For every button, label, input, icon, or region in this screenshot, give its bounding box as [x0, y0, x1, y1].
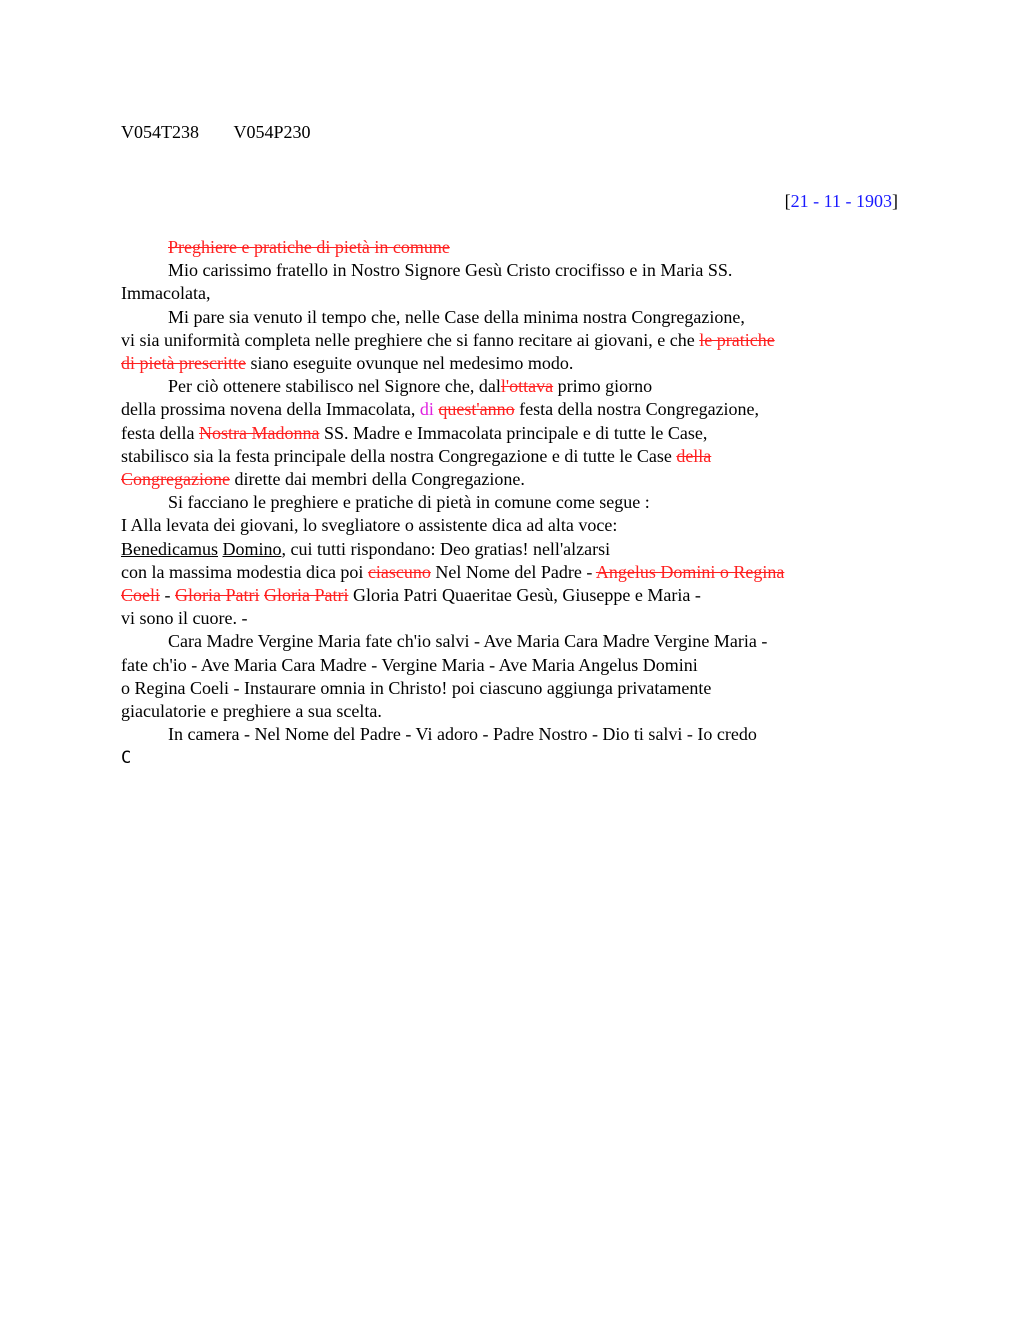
- text-segment: della prossima novena della Immacolata,: [121, 399, 420, 420]
- text-segment: vi sia uniformità completa nelle preghiere che si fanno recitare ai giovani, e che: [121, 329, 700, 350]
- deleted-text: l'ottava: [500, 376, 554, 397]
- date-bracket-open: [: [784, 191, 791, 211]
- deleted-text: Nostra Madonna: [198, 422, 320, 443]
- margin-mark: C: [121, 748, 132, 769]
- text-segment: festa della nostra Congregazione,: [514, 399, 760, 420]
- deleted-text: Preghiere e pratiche di pietà in comune: [168, 237, 450, 257]
- text-segment: Cara Madre Vergine Maria fate ch'io salvi - Ave Maria Cara Madre Vergine Maria -: [168, 631, 768, 652]
- underlined-text: Benedicamus: [121, 538, 218, 559]
- text-line: [121, 445, 901, 468]
- deleted-text: le pratiche: [699, 329, 775, 350]
- inserted-text: di: [419, 399, 434, 420]
- text-segment: siano eseguite ovunque nel medesimo modo.: [245, 353, 574, 374]
- text-line: [121, 398, 901, 421]
- deleted-text: ciascuno: [367, 561, 431, 582]
- text-segment: SS. Madre e Immacolata principale e di tutte le Case,: [319, 422, 708, 443]
- text-line: [121, 607, 901, 630]
- text-line: [121, 538, 901, 561]
- text-line: [121, 630, 901, 653]
- deleted-text: di pietà prescritte: [121, 353, 246, 374]
- text-segment: o Regina Coeli - Instaurare omnia in Christo! poi ciascuno aggiunga privatamente: [121, 677, 712, 698]
- text-segment: stabilisco sia la festa principale della nostra Congregazione e di tutte le Case: [121, 445, 677, 466]
- text-line: [121, 329, 901, 352]
- text-segment: festa della: [121, 422, 199, 443]
- text-segment: Mio carissimo fratello in Nostro Signore Gesù Cristo crocifisso e in Maria SS.: [168, 260, 733, 281]
- text-line: [121, 677, 901, 700]
- deleted-text: quest'anno: [438, 399, 515, 420]
- deleted-text: Coeli: [121, 585, 160, 606]
- text-line: [121, 306, 901, 329]
- letter-body: [121, 236, 901, 771]
- text-segment: Nel Nome del Padre -: [430, 561, 596, 582]
- text-segment: vi sono il cuore. -: [121, 608, 248, 629]
- text-line: [121, 375, 901, 398]
- text-segment: primo giorno: [553, 376, 653, 397]
- text-line: [121, 468, 901, 491]
- text-segment: Immacolata,: [121, 283, 211, 304]
- text-segment: In camera - Nel Nome del Padre - Vi adoro - Padre Nostro - Dio ti salvi - Io credo: [168, 724, 757, 745]
- text-line: [121, 282, 901, 305]
- text-segment: , cui tutti rispondano: Deo gratias! nell'alzarsi: [281, 538, 611, 559]
- text-segment: giaculatorie e preghiere a sua scelta.: [121, 701, 382, 722]
- text-line: [121, 352, 901, 375]
- text-segment: dirette dai membri della Congregazione.: [229, 469, 525, 490]
- deleted-text: Gloria Patri: [175, 585, 260, 606]
- text-line: [121, 723, 901, 746]
- deleted-text: della: [676, 445, 712, 466]
- document-codes: [121, 121, 311, 144]
- deleted-text: Congregazione: [121, 469, 230, 490]
- text-segment: I Alla levata dei giovani, lo svegliatore o assistente dica ad alta voce:: [121, 515, 618, 536]
- text-segment: fate ch'io - Ave Maria Cara Madre - Vergine Maria - Ave Maria Angelus Domini: [121, 654, 698, 675]
- text-line: [121, 259, 901, 282]
- text-segment: Gloria Patri Quaeritae Gesù, Giuseppe e Maria -: [348, 585, 701, 606]
- date-value: 21 - 11 - 1903: [790, 191, 892, 211]
- code-text-id: V054T238: [121, 122, 199, 142]
- text-segment: Mi pare sia venuto il tempo che, nelle Case della minima nostra Congregazione,: [168, 306, 745, 327]
- date-bracket-close: ]: [892, 191, 898, 211]
- text-line: [121, 491, 901, 514]
- code-page-id: V054P230: [233, 122, 311, 142]
- text-line: [121, 561, 901, 584]
- underlined-text: Domino: [222, 538, 282, 559]
- text-line: [121, 422, 901, 445]
- deleted-text: Gloria Patri: [263, 585, 349, 606]
- text-segment: Si facciano le preghiere e pratiche di pietà in comune come segue :: [168, 492, 650, 513]
- text-line: [121, 654, 901, 677]
- text-segment: Per ciò ottenere stabilisco nel Signore che, dal: [168, 376, 501, 397]
- deleted-text: Angelus Domini o Regina: [595, 561, 785, 582]
- text-line: [121, 236, 901, 259]
- text-line: [121, 746, 901, 770]
- document-date: [785, 190, 898, 213]
- text-segment: -: [160, 585, 175, 606]
- text-segment: con la massima modestia dica poi: [121, 561, 368, 582]
- text-line: [121, 514, 901, 537]
- text-line: [121, 700, 901, 723]
- text-line: [121, 584, 901, 607]
